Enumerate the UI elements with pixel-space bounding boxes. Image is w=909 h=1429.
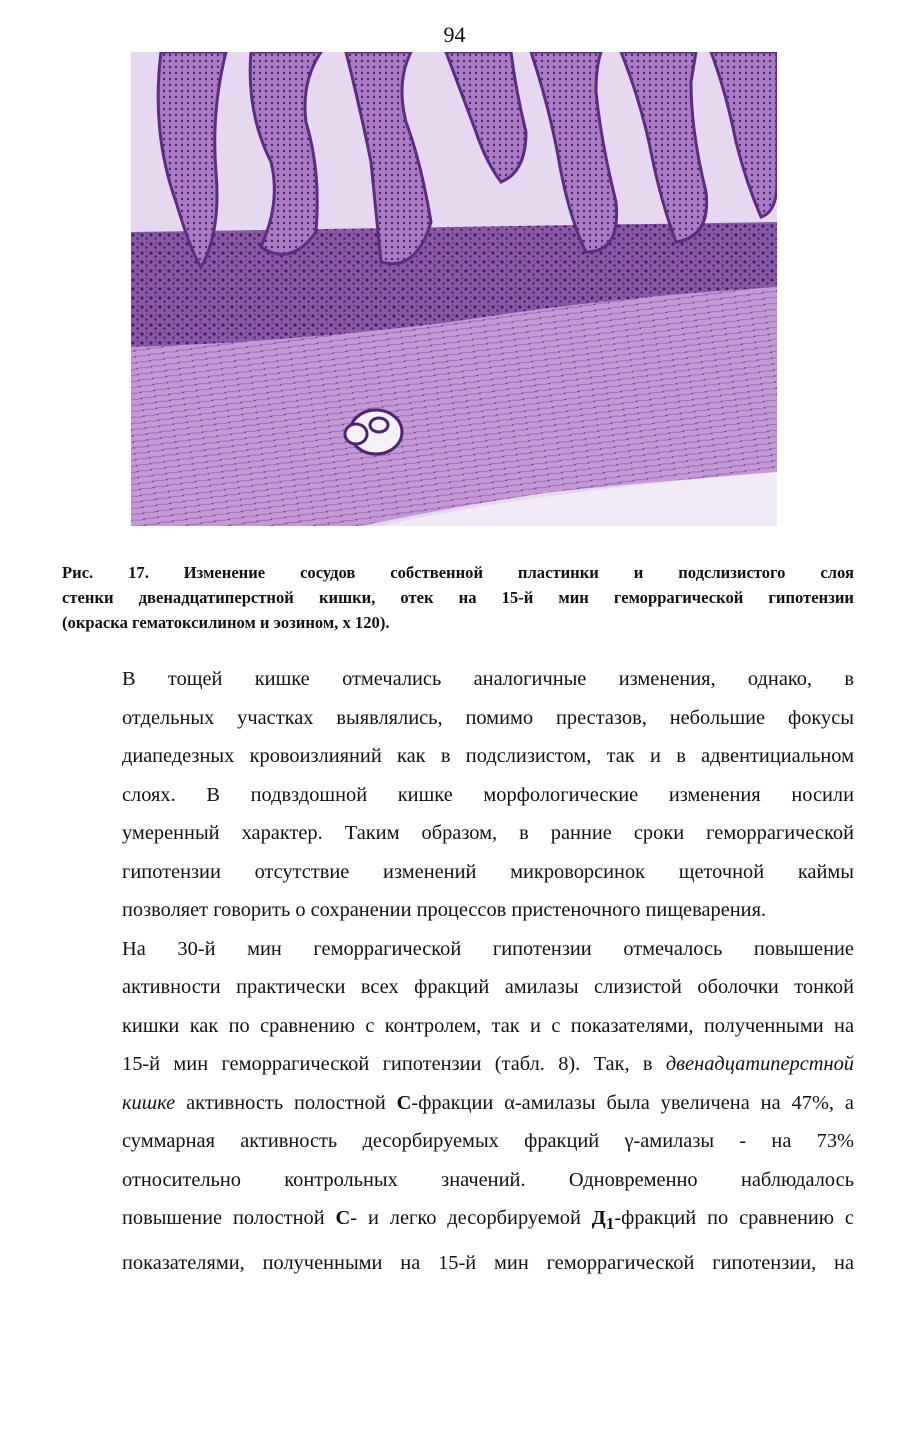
text-line: показателями, полученными на 15-й мин геморрагической гипотензии, на <box>122 1251 854 1274</box>
text-line: относительно контрольных значений. Одновременно наблюдалось <box>122 1168 854 1191</box>
text-line: повышение полостной С- и легко десорбируемой $Д_1$-фракций по сравнению с <box>122 1207 854 1234</box>
text-line: позволяет говорить о сохранении процессов пристеночного пищеварения. <box>122 899 767 921</box>
text-line: кишке активность полостной С-фракции α-амилазы была увеличена на 47%, а <box>122 1091 854 1114</box>
histology-micrograph <box>131 52 777 526</box>
text-line: гипотензии отсутствие изменений микроворсинок щеточной каймы <box>122 860 854 883</box>
text-line: кишки как по сравнению с контролем, так и с показателями, полученными на <box>122 1014 854 1037</box>
text-line: слоях. В подвздошной кишке морфологические изменения носили <box>122 783 854 806</box>
text-line: 15-й мин геморрагической гипотензии (табл. 8). Так, в двенадцатиперстной <box>122 1053 854 1075</box>
text-line: отдельных участках выявлялись, помимо престазов, небольшие фокусы <box>122 706 854 729</box>
show-through-text <box>790 62 794 80</box>
text-line: умеренный характер. Таким образом, в ранние сроки геморрагической <box>122 822 854 844</box>
paragraph-1 <box>62 660 854 930</box>
text-line: На 30-й мин геморрагической гипотензии отмечалось повышение <box>122 937 854 960</box>
caption-line: стенки двенадцатиперстной кишки, отек на 15-й мин геморрагической гипотензии <box>62 588 854 607</box>
text-line: активности практически всех фракций амилазы слизистой оболочки тонкой <box>122 976 854 998</box>
italic-term: кишке <box>122 1091 176 1114</box>
text-line: суммарная активность десорбируемых фракций γ-амилазы - на 73% <box>122 1130 854 1152</box>
caption-line: Рис. 17. Изменение сосудов собственной пластинки и подслизистого слоя <box>62 563 854 582</box>
italic-term: двенадцатиперстной <box>665 1053 854 1075</box>
text-line: В тощей кишке отмечались аналогичные изменения, однако, в <box>122 668 854 690</box>
caption-line: (окраска гематоксилином и эозином, х 120). <box>62 613 390 632</box>
figure-caption <box>62 560 854 635</box>
micrograph-image <box>131 52 777 526</box>
paragraph-2 <box>62 930 854 1283</box>
body-text <box>62 660 854 1282</box>
page-number: 94 <box>443 22 466 47</box>
text-line: диапедезных кровоизлияний как в подслизистом, так и в адвентициальном <box>122 745 854 767</box>
